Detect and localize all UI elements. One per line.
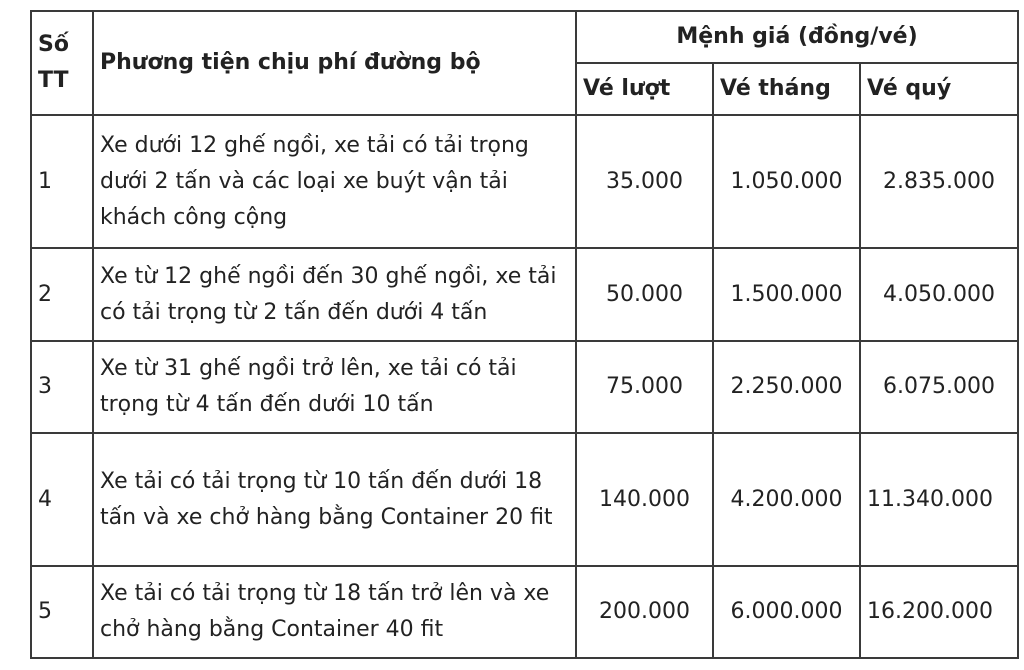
monthly-ticket-price: 6.000.000: [713, 566, 860, 658]
row-number: 3: [31, 341, 93, 433]
single-ticket-price: 75.000: [576, 341, 713, 433]
row-number: 5: [31, 566, 93, 658]
single-ticket-price: 50.000: [576, 248, 713, 341]
stt-header: Số TT: [31, 11, 93, 115]
fee-table: [30, 10, 1019, 659]
row-number: 1: [31, 115, 93, 248]
table-row: [31, 115, 1018, 248]
quarterly-ticket-price: 11.340.000: [860, 433, 1018, 566]
single-ticket-price: 140.000: [576, 433, 713, 566]
row-number: 2: [31, 248, 93, 341]
quarterly-ticket-price: 16.200.000: [860, 566, 1018, 658]
single-ticket-price: 35.000: [576, 115, 713, 248]
monthly-ticket-price: 1.500.000: [713, 248, 860, 341]
monthly-ticket-price: 4.200.000: [713, 433, 860, 566]
monthly-ticket-header: Vé tháng: [713, 63, 860, 115]
quarterly-ticket-price: 2.835.000: [860, 115, 1018, 248]
single-ticket-price: 200.000: [576, 566, 713, 658]
vehicle-description: Xe từ 31 ghế ngồi trở lên, xe tải có tải trọng từ 4 tấn đến dưới 10 tấn: [93, 341, 576, 433]
table-row: [31, 566, 1018, 658]
description-header: Phương tiện chịu phí đường bộ: [93, 11, 576, 115]
price-group-header: Mệnh giá (đồng/vé): [576, 11, 1018, 63]
vehicle-description: Xe tải có tải trọng từ 10 tấn đến dưới 18 tấn và xe chở hàng bằng Container 20 fit: [93, 433, 576, 566]
quarterly-ticket-header: Vé quý: [860, 63, 1018, 115]
table-row: [31, 248, 1018, 341]
table-row: [31, 433, 1018, 566]
monthly-ticket-price: 2.250.000: [713, 341, 860, 433]
vehicle-description: Xe dưới 12 ghế ngồi, xe tải có tải trọng dưới 2 tấn và các loại xe buýt vận tải khách công cộng: [93, 115, 576, 248]
vehicle-description: Xe tải có tải trọng từ 18 tấn trở lên và xe chở hàng bằng Container 40 fit: [93, 566, 576, 658]
header-row: [31, 11, 1018, 63]
row-number: 4: [31, 433, 93, 566]
table-row: [31, 341, 1018, 433]
vehicle-description: Xe từ 12 ghế ngồi đến 30 ghế ngồi, xe tải có tải trọng từ 2 tấn đến dưới 4 tấn: [93, 248, 576, 341]
quarterly-ticket-price: 6.075.000: [860, 341, 1018, 433]
quarterly-ticket-price: 4.050.000: [860, 248, 1018, 341]
monthly-ticket-price: 1.050.000: [713, 115, 860, 248]
single-ticket-header: Vé lượt: [576, 63, 713, 115]
